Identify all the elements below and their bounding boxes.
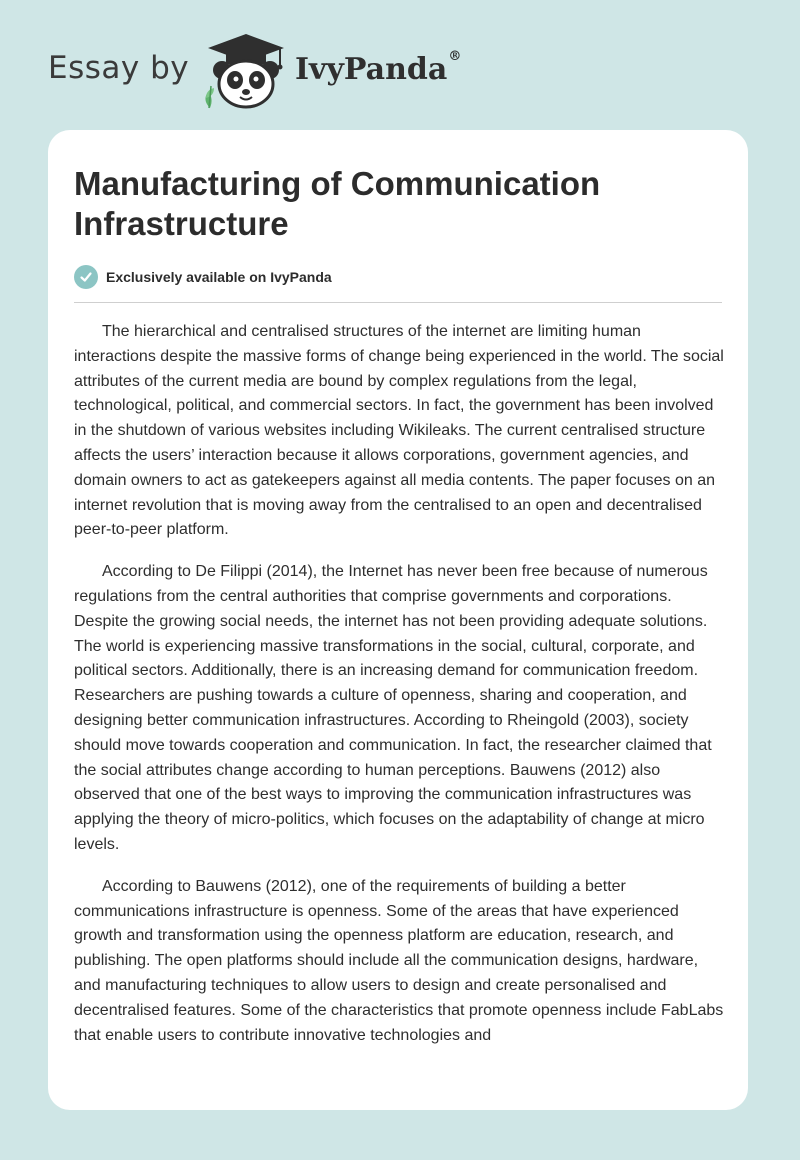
paragraph: According to Bauwens (2012), one of the requirements of building a better communications infrastructure is openness. Some of the areas that have experienced growth and transformation using the openness platform are education, research, and publishing. The open platforms should include all the communication designs, hardware, and manufacturing techniques to allow users to design and create personalised and decentralised features. Some of the characteristics that promote openness include FabLabs that enable users to contribute innovative technologies and [74,877,724,1044]
registered-mark: ® [448,49,462,64]
exclusive-badge [74,264,332,290]
essay-by-label: Essay by [48,50,190,86]
exclusive-label: Exclusively available on IvyPanda [106,269,332,285]
site-header [48,32,748,112]
brand-name-text: IvyPanda [295,52,448,87]
essay-card [48,130,748,1110]
check-icon-svg [79,270,93,284]
title-divider [74,302,722,303]
brand-name[interactable] [295,49,462,87]
paragraph: The hierarchical and centralised structures of the internet are limiting human interactions despite the massive forms of change being experienced in the world. The social attributes of the current media are bound by complex regulations from the legal, technological, political, and commercial sectors. In fact, the government has been involved in the shutdown of various websites including Wikileaks. The current centralised structure affects the users’ interaction because it allows corporations, government agencies, and domain owners to act as gatekeepers against all media contents. The paper focuses on an internet revolution that is moving away from the centralised to an open and decentralised peer-to-peer platform. [74,323,724,539]
page-title: Manufacturing of Communication Infrastructure [74,165,601,242]
check-icon [74,265,98,289]
panda-graduate-icon[interactable] [200,34,290,110]
essay-body [74,320,726,1065]
paragraph: According to De Filippi (2014), the Internet has never been free because of numerous regulations from the central authorities that comprise governments and corporations. Despite the growing social needs, the internet has not been providing adequate solutions. The world is experiencing massive transformations in the social, cultural, corporate, and political sectors. Additionally, there is an increasing demand for communication freedom. Researchers are pushing towards a culture of openness, sharing and cooperation, and designing better communication infrastructures. According to Rheingold (2003), society should move towards cooperation and communication. In fact, the researcher claimed that the social attributes change according to human perceptions. Bauwens (2012) also observed that one of the best ways to improving the communication infrastructures was applying the theory of micro-politics, which focuses on the adaptability of change at micro levels. [74,563,712,853]
panda-logo-svg [200,34,290,110]
